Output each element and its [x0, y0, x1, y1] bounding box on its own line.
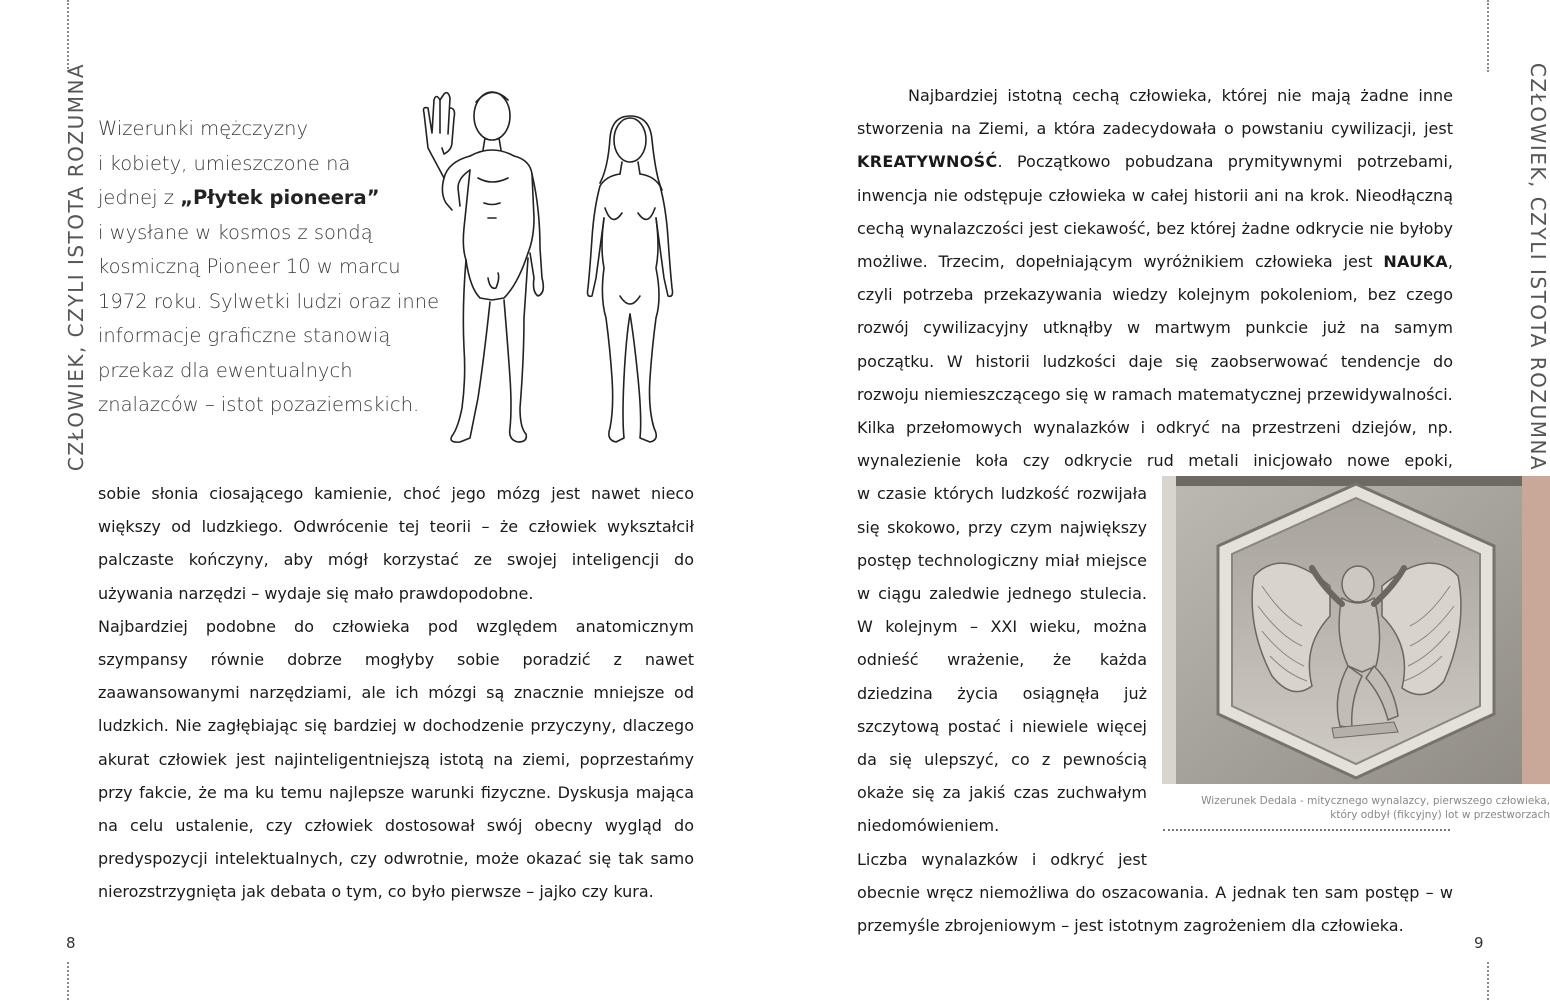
- paragraph: Kilka przełomowych wynalazków i odkryć na przestrzeni dziejów, np. wynalezienie koła czy odkrycie rud metali inicjowało nowe epoki,: [857, 418, 1453, 471]
- right-page-number: 9: [1474, 934, 1484, 952]
- left-body-text: [98, 477, 694, 909]
- daedalus-relief-photo: [1162, 476, 1550, 784]
- woman-figure: [588, 116, 673, 442]
- intro-line: i kobiety, umieszczone na: [98, 151, 351, 175]
- intro-line: przekaz dla ewentualnych: [98, 358, 353, 382]
- pioneer-plaque-term: „Płytek pioneera”: [180, 186, 380, 209]
- paragraph: obecnie wręcz niemożliwa do oszacowania. A jednak ten sam postęp – w przemyśle zbrojeniowym – jest istotnym zagrożeniem dla człowieka.: [857, 882, 1453, 936]
- nauka-term: NAUKA: [1383, 252, 1448, 272]
- intro-line: Wizerunki mężczyzny: [98, 117, 309, 140]
- intro-line: informacje graficzne stanowią: [98, 324, 391, 347]
- paragraph-wrap: w czasie których ludzkość rozwijała się skokowo, przy czym największy postęp technologiczny miał miejsce w ciągu zaledwie jednego stulecia. W kolejnym – XXI wieku, można odnieść wrażenie, że każda dziedzina życia osiągnęła już szczytową postać i niewiele więcej da się ulepszyć, co z pewnością okaże się za jakiś czas zuchwałym niedomówieniem.: [857, 484, 1147, 836]
- left-page-number: 8: [66, 934, 76, 952]
- intro-line: i wysłane w kosmos z sondą: [98, 220, 373, 244]
- man-figure: [424, 92, 544, 442]
- right-margin-dots-top: [1487, 0, 1489, 72]
- left-running-head: CZŁOWIEK, CZYLI ISTOTA ROZUMNA: [64, 62, 89, 472]
- intro-caption: [98, 112, 443, 423]
- right-running-head: CZŁOWIEK, CZYLI ISTOTA ROZUMNA: [1526, 62, 1550, 472]
- photo-caption: [1160, 794, 1550, 822]
- paragraph-wrap: Liczba wynalazków i odkryć jest: [857, 849, 1147, 869]
- left-margin-dots-top: [67, 0, 69, 72]
- paragraph: Najbardziej podobne do człowieka pod względem anatomicznym szympansy równie dobrze mogłyby sobie poradzić z nawet zaawansowanymi narzędziami, ale ich mózgi są znacznie mniejsze od ludzkich. Nie zagłębiając się bardziej w dochodzenie przyczyny, dlaczego akurat człowiek jest najinteligentniejszą istotą na ziemi, poprzestańmy przy fakcie, że ma ku temu najlepsze warunki fizyczne. Dyskusja mająca na celu ustalenie, czy człowiek dostosował swój obecny wygląd do predyspozycji intelektualnych, czy odwrotnie, może okazać się tak samo nierozstrzygnięta jak debata o tym, co było pierwsze – jajko czy kura.: [98, 616, 694, 902]
- paragraph: Najbardziej istotną cechą człowieka, której nie mają żadne inne stworzenia na Ziemi, a która zadecydowała o powstaniu cywilizacji, jest KREATYWNOŚĆ. Początkowo pobudzana prymitywnymi potrzebami, inwencja nie odstępuje człowieka w całej historii ani na krok. Nieodłączną cechą wynalazczości jest ciekawość, bez której żadne odkrycie nie byłoby możliwe. Trzecim, dopełniającym wyróżnikiem człowieka jest NAUKA, czyli potrzeba przekazywania wiedzy kolejnym pokoleniom, bez czego rozwój cywilizacyjny utknąłby w martwym punkcie już na samym początku. W historii ludzkości daje się zaobserwować tendencje do rozwoju niemieszczącego się w ramach matematycznej przewidywalności.: [857, 86, 1453, 404]
- left-margin-dots-bottom: [67, 962, 69, 1000]
- caption-dotted-rule: [1163, 829, 1450, 831]
- intro-line: jednej z „Płytek pioneera”: [98, 186, 380, 209]
- right-margin-dots-bottom: [1487, 962, 1489, 1000]
- kreatywnosc-term: KREATYWNOŚĆ: [857, 152, 998, 172]
- caption-line: Wizerunek Dedala - mitycznego wynalazcy, pierwszego człowieka,: [1201, 795, 1550, 807]
- paragraph: sobie słonia ciosającego kamienie, choć jego mózg jest nawet nieco większy od ludzkiego. Odwrócenie tej teorii – że człowiek wykształcił palczaste kończyny, aby mógł korzystać ze swojej inteligencji do używania narzędzi – wydaje się mało prawdopodobne.: [98, 484, 694, 603]
- intro-line: 1972 roku. Sylwetki ludzi oraz inne: [98, 289, 440, 313]
- intro-line: kosmiczną Pioneer 10 w marcu: [98, 255, 401, 278]
- intro-line: znalazców – istot pozaziemskich.: [98, 393, 420, 416]
- caption-line: który odbył (fikcyjny) lot w przestworzach: [1330, 809, 1550, 821]
- pioneer-figures-illustration: [400, 78, 720, 468]
